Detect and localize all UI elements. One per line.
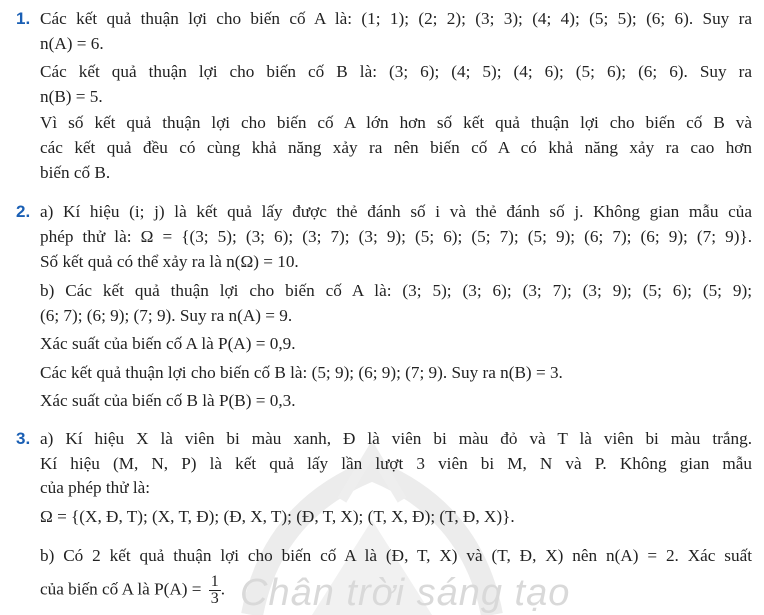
item-1-line-4: n(B) = 5. [40,87,103,106]
item-1-line-3: Các kết quả thuận lợi cho biến cố B là: (3; 6); (4; 5); (4; 6); (5; 6); (6; 6). Suy ra [40,62,752,81]
fraction-denominator: 3 [210,590,219,607]
item-1-line-7: biến cố B. [40,163,111,182]
watermark-text: Chân trời sáng tạo [240,572,571,614]
item-3-line-1: a) Kí hiệu X là viên bi màu xanh, Đ là viên bi màu đỏ và T là viên bi màu trắng. [40,429,752,448]
item-3-line-6-text: của biến cố A là P(A) = [40,579,202,599]
item-2-line-5: (6; 7); (6; 9); (7; 9). Suy ra n(A) = 9. [40,306,293,325]
fraction-suffix: . [220,579,226,599]
item-2-line-1: a) Kí hiệu (i; j) là kết quả lấy được thẻ đánh số i và thẻ đánh số j. Không gian mẫu của [40,202,752,221]
item-3-line-5: b) Có 2 kết quả thuận lợi cho biến cố A là (Đ, T, X) và (T, Đ, X) nên n(A) = 2. Xác suất [40,546,752,565]
item-2-line-6: Xác suất của biến cố A là P(A) = 0,9. [40,334,296,353]
fraction-one-third [209,574,221,607]
fraction-numerator: 1 [210,573,219,590]
item-number-1: 1. [16,9,31,28]
item-2-line-8: Xác suất của biến cố B là P(B) = 0,3. [40,391,296,410]
item-2-line-7: Các kết quả thuận lợi cho biến cố B là: (5; 9); (6; 9); (7; 9). Suy ra n(B) = 3. [40,363,563,382]
item-2-line-4: b) Các kết quả thuận lợi cho biến cố A là: (3; 5); (3; 6); (3; 7); (3; 9); (5; 6); (5; 9); [40,281,752,300]
item-2-line-3: Số kết quả có thể xảy ra là n(Ω) = 10. [40,252,299,271]
item-3-line-2: Kí hiệu (M, N, P) là kết quả lấy lần lượt 3 viên bi M, N và P. Không gian mẫu [40,454,752,473]
item-3-line-4: Ω = {(X, Đ, T); (X, T, Đ); (Đ, X, T); (Đ, T, X); (T, X, Đ); (T, Đ, X)}. [40,507,515,526]
item-3-line-6 [40,574,225,607]
item-1-line-2: n(A) = 6. [40,34,104,53]
item-1-line-6: các kết quả đều có cùng khả năng xảy ra nên biến cố A có khả năng xảy ra cao hơn [40,138,752,157]
item-number-3: 3. [16,429,31,448]
item-3-line-3: của phép thử là: [40,478,151,497]
item-number-2: 2. [16,202,31,221]
item-1-line-1: Các kết quả thuận lợi cho biến cố A là: (1; 1); (2; 2); (3; 3); (4; 4); (5; 5); (6; 6). Suy ra [40,9,752,28]
item-2-line-2: phép thử là: Ω = {(3; 5); (3; 6); (3; 7); (3; 9); (5; 6); (5; 7); (5; 9); (6; 7); (6; 9); (7; 9)}. [40,227,752,246]
item-1-line-5: Vì số kết quả thuận lợi cho biến cố A lớn hơn số kết quả thuận lợi cho biến cố B và [40,113,752,132]
